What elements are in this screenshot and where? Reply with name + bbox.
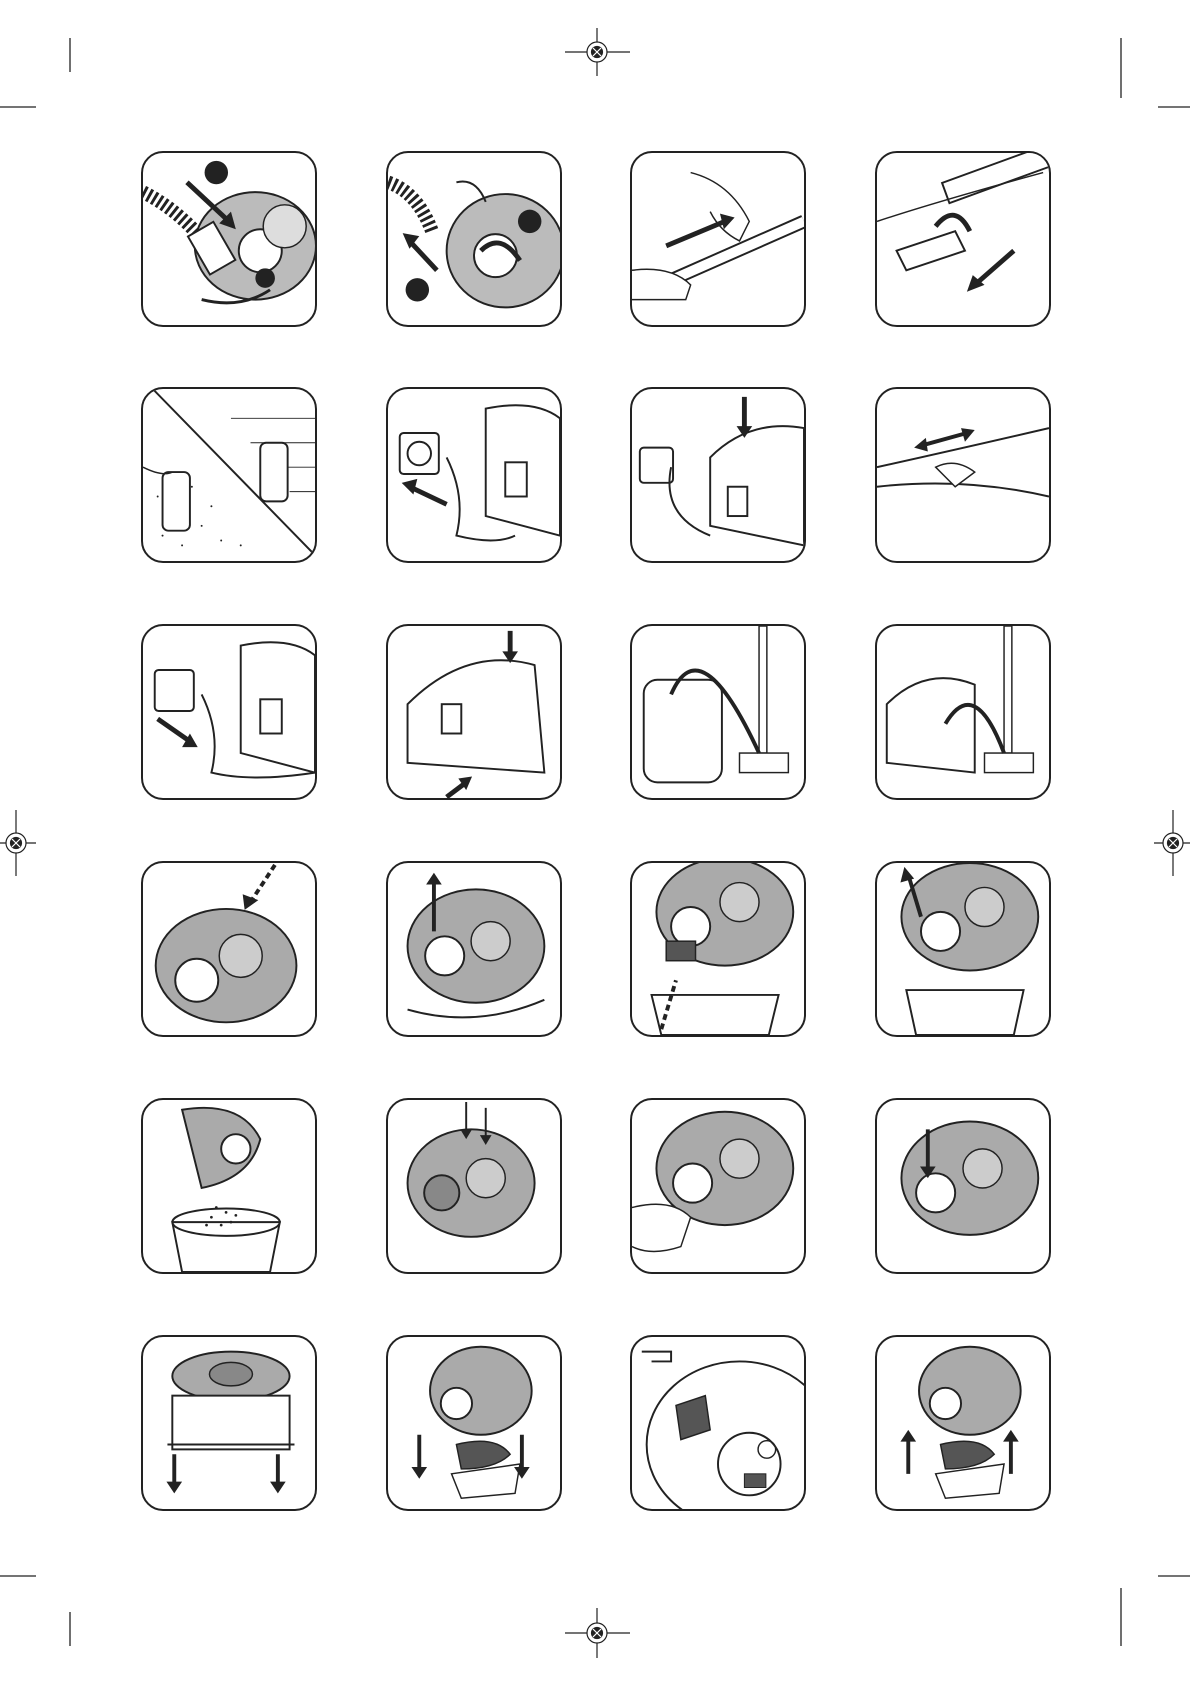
panel-21-remove-grid (141, 1335, 317, 1511)
panel-20-reinsert (875, 1098, 1051, 1274)
panel-18-close-lid (386, 1098, 562, 1274)
panel-22-remove-filter (386, 1335, 562, 1511)
panel-1-hose-connect (141, 151, 317, 327)
panel-16-lift-over-bin (875, 861, 1051, 1037)
panel-23-rinse-dry (630, 1335, 806, 1511)
panel-2-hose-release (386, 151, 562, 327)
panel-19-hold-container (630, 1098, 806, 1274)
panel-13-press-release (141, 861, 317, 1037)
panel-10-rewind-pedal (386, 624, 562, 800)
panel-17-empty-dust (141, 1098, 317, 1274)
panel-6-plug-in (386, 387, 562, 563)
panel-9-unplug (141, 624, 317, 800)
panel-5-floor-pedal (141, 387, 317, 563)
panel-24-refit-filter (875, 1335, 1051, 1511)
panel-7-on-off-pedal (630, 387, 806, 563)
panel-4-nozzle-attach (875, 151, 1051, 327)
panel-11-parking-rear (630, 624, 806, 800)
panel-8-power-slider (875, 387, 1051, 563)
panel-3-tube-extend (630, 151, 806, 327)
panel-12-parking-front (875, 624, 1051, 800)
panel-14-lift-container (386, 861, 562, 1037)
panel-15-open-over-bin (630, 861, 806, 1037)
